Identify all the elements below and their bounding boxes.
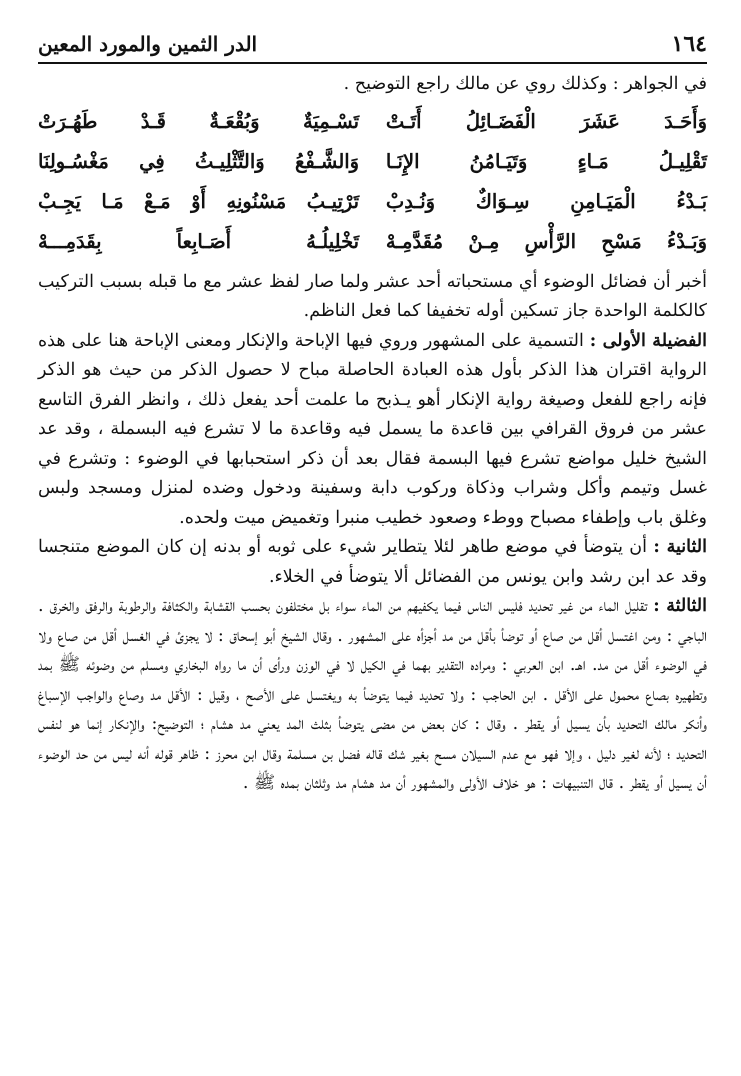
page-body (38, 70, 707, 799)
second-virtue-text: أن يتوضأ في موضع طاهر لئلا يتطاير شيء على ثوبه أو بدنه إن كان الموضع متنجسا وقد عد ابن رشد وابن يونس من الفضائل ألا يتوضأ في الخلاء. (38, 537, 707, 587)
verse-4-second-hemistich: تَخْلِيلُـهُ أَصَـابِعاً بِقَدَمِـــهْ (38, 229, 360, 253)
intro-line: في الجواهر : وكذلك روي عن مالك راجع التوضيح . (343, 74, 707, 94)
third-virtue-label: الثالثة : (653, 596, 707, 616)
verse-4-first-hemistich: وَبَـدْءُ مَسْحِ الرَّأْسِ مِـنْ مُقَدَّمِـهْ (385, 229, 707, 253)
verse-1-first-hemistich: وَأَحَـدَ عَشَرَ الْفَضَـائِلُ أَتَـتْ (385, 109, 707, 133)
first-virtue-label: الفضيلة الأولى : (589, 330, 707, 351)
verse-2-first-hemistich: تَقْلِيـلُ مَـاءٍ وَتَيَـامُنُ الإِنَـا (385, 149, 707, 173)
poem-verses (38, 102, 707, 262)
first-virtue-text: التسمية على المشهور وروي فيها الإباحة والإنكار ومعنى الإباحة هنا على هذه الرواية اقتران هذا الذكر بأول هذه العبادة الحاصلة مباح لا حصول الذكر من حيث هو الذكر فإنه راجع للفعل وصيغة رواية الإنكار أهو يـذبح ما علمت أحد يفعل ذلك ، وانظر الفرق التاسع عشر من فروق القرافي بين قاعدة ما يسمل فيه وقاعدة ما لا تشرع فيه البسملة ، وقد عد الشيخ خليل مواضع تشرع فيها البسمة فقال بعد أن ذكر استحبابها في الوضوء : وتشرع في غسل وتيمم وأكل وشراب وذكاة وركوب دابة وسفينة ودخول وضده لمنزل ومسجد ولبس وغلق باب وإطفاء مصباح ووطء وصعود خطيب منبرا وتغميض ميت ولحده. (38, 330, 707, 528)
book-title: الدر الثمين والمورد المعين (38, 32, 258, 56)
verse-3-second-hemistich: تَرْتِيـبُ مَسْنُونِهِ أَوْ مَـعْ مَـا يَجِـبْ (38, 189, 360, 213)
second-virtue-paragraph (38, 533, 707, 592)
page-header (38, 28, 707, 64)
explanation-paragraph: أخبر أن فضائل الوضوء أي مستحباته أحد عشر ولما صار لفظ عشر مع ما قبله بسبب التركيب كالكلمة الواحدة جاز تسكين أوله تخفيفا كما فعل الناظم. (38, 271, 707, 321)
verse-2-second-hemistich: وَالشَّـفْعُ وَالتَّثْلِيـثُ فِي مَغْسُـولِنَا (38, 149, 360, 173)
verse-1 (38, 102, 707, 142)
verse-1-second-hemistich: تَسْـمِيَةٌ وَبُقْعَـةٌ قَـدْ طَهُـرَتْ (38, 109, 360, 133)
verse-3 (38, 182, 707, 222)
second-virtue-label: الثانية : (653, 537, 707, 557)
first-virtue-paragraph (38, 327, 707, 534)
third-virtue-text: تقليل الماء من غير تحديد فليس الناس فيما يكفيهم من الماء سواء بل مختلفون بحسب القشابة والكثافة والرطوبة والرفق والخرق . الباجي : ومن اغتسل أقل من صاع أو توضأ بأقل من مد أجزأه على المشهور . وقال الشيخ أبو إسحاق : لا يجزئ في الغسل أقل من صاع ولا في الوضوء أقل من مد. اهـ. ابن العربي : ومراده التقدير بهما في الكيل لا في الوزن ورأى أن ما رواه البخاري ومسلم من وضوئه ﷺ بمد وتطهيره بصاع محمول على الأقل . ابن الحاجب : ولا تحديد فيما يتوضأ به ويغتسل على الأصح ، وقيل : الأقل مد وصاع والواجب الإسباغ وأنكر مالك التحديد بأن يسيل أو يقطر . وقال : كان بعض من مضى يتوضأ بثلث المد يعني مد هشام ؛ التوضيح: والإنكار إنما هو لنفس التحديد ؛ لأنه لغير دليل ، وإلا فهو مع عدم السيلان مسح بغير شك قاله فضل بن مسلمة وقال ابن محرز : ظاهر قوله أنه ليس من حد الوضوء أن يسيل أو يقطر . قال التنبيهات : هو خلاف الأولى والمشهور أن مد هشام مد وثلثان بمده ﷺ . (38, 596, 707, 793)
verse-4 (38, 222, 707, 262)
verse-3-first-hemistich: بَـدْءُ الْمَيَـامِنِ سِـوَاكٌ وَنُـدِبْ (385, 189, 707, 213)
page-number: ١٦٤ (671, 31, 707, 57)
verse-2 (38, 142, 707, 182)
third-virtue-paragraph (38, 592, 707, 799)
